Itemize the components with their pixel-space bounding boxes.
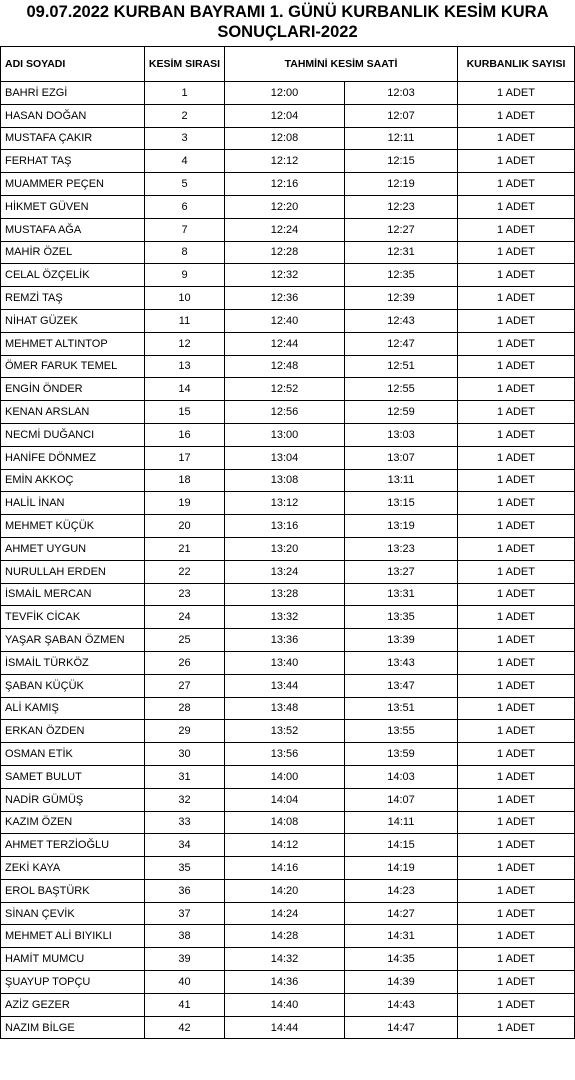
cell-name: NAZIM BİLGE [1, 1016, 145, 1039]
cell-end-time: 13:27 [345, 560, 458, 583]
cell-name: AHMET UYGUN [1, 537, 145, 560]
cell-name: ENGİN ÖNDER [1, 378, 145, 401]
cell-order: 4 [145, 150, 225, 173]
cell-end-time: 12:31 [345, 241, 458, 264]
table-row [1, 423, 575, 446]
cell-start-time: 12:36 [225, 287, 345, 310]
cell-name: ÖMER FARUK TEMEL [1, 355, 145, 378]
cell-name: MUAMMER PEÇEN [1, 173, 145, 196]
cell-count: 1 ADET [458, 104, 575, 127]
cell-count: 1 ADET [458, 515, 575, 538]
cell-count: 1 ADET [458, 1016, 575, 1039]
cell-end-time: 12:59 [345, 401, 458, 424]
cell-name: HİKMET GÜVEN [1, 195, 145, 218]
cell-start-time: 14:16 [225, 857, 345, 880]
document-title [0, 0, 575, 46]
cell-order: 42 [145, 1016, 225, 1039]
cell-count: 1 ADET [458, 788, 575, 811]
cell-name: MUSTAFA AĞA [1, 218, 145, 241]
header-order: KESİM SIRASI [145, 47, 225, 82]
cell-order: 32 [145, 788, 225, 811]
cell-start-time: 14:08 [225, 811, 345, 834]
cell-start-time: 14:20 [225, 879, 345, 902]
table-row [1, 378, 575, 401]
table-row [1, 401, 575, 424]
cell-start-time: 12:00 [225, 82, 345, 105]
header-time: TAHMİNİ KESİM SAATİ [225, 47, 458, 82]
table-row [1, 629, 575, 652]
cell-count: 1 ADET [458, 218, 575, 241]
cell-count: 1 ADET [458, 355, 575, 378]
table-row [1, 743, 575, 766]
cell-count: 1 ADET [458, 697, 575, 720]
cell-count: 1 ADET [458, 743, 575, 766]
cell-end-time: 14:47 [345, 1016, 458, 1039]
cell-end-time: 12:03 [345, 82, 458, 105]
cell-count: 1 ADET [458, 925, 575, 948]
cell-name: BAHRİ EZGİ [1, 82, 145, 105]
cell-order: 33 [145, 811, 225, 834]
cell-name: MEHMET KÜÇÜK [1, 515, 145, 538]
table-row [1, 948, 575, 971]
cell-count: 1 ADET [458, 765, 575, 788]
table-row [1, 82, 575, 105]
cell-count: 1 ADET [458, 948, 575, 971]
cell-start-time: 13:08 [225, 469, 345, 492]
cell-end-time: 12:15 [345, 150, 458, 173]
table-row [1, 264, 575, 287]
cell-end-time: 14:19 [345, 857, 458, 880]
cell-name: NECMİ DUĞANCI [1, 423, 145, 446]
cell-end-time: 13:31 [345, 583, 458, 606]
cell-name: ZEKİ KAYA [1, 857, 145, 880]
title-line-1: 09.07.2022 KURBAN BAYRAMI 1. GÜNÜ KURBANLIK KESİM KURA [26, 3, 549, 21]
cell-name: İSMAİL TÜRKÖZ [1, 651, 145, 674]
cell-count: 1 ADET [458, 150, 575, 173]
cell-order: 11 [145, 309, 225, 332]
cell-order: 18 [145, 469, 225, 492]
cell-end-time: 13:15 [345, 492, 458, 515]
cell-count: 1 ADET [458, 993, 575, 1016]
header-count: KURBANLIK SAYISI [458, 47, 575, 82]
cell-order: 27 [145, 674, 225, 697]
cell-count: 1 ADET [458, 902, 575, 925]
table-row [1, 173, 575, 196]
cell-name: AZİZ GEZER [1, 993, 145, 1016]
cell-count: 1 ADET [458, 606, 575, 629]
table-row [1, 720, 575, 743]
table-row [1, 925, 575, 948]
table-row [1, 287, 575, 310]
table-row [1, 492, 575, 515]
cell-end-time: 14:43 [345, 993, 458, 1016]
cell-order: 1 [145, 82, 225, 105]
cell-name: HAMİT MUMCU [1, 948, 145, 971]
cell-end-time: 13:11 [345, 469, 458, 492]
cell-order: 28 [145, 697, 225, 720]
cell-name: OSMAN ETİK [1, 743, 145, 766]
cell-order: 3 [145, 127, 225, 150]
cell-end-time: 12:35 [345, 264, 458, 287]
cell-order: 10 [145, 287, 225, 310]
cell-order: 19 [145, 492, 225, 515]
cell-order: 40 [145, 971, 225, 994]
cell-name: KENAN ARSLAN [1, 401, 145, 424]
cell-start-time: 13:16 [225, 515, 345, 538]
cell-name: EROL BAŞTÜRK [1, 879, 145, 902]
cell-start-time: 13:32 [225, 606, 345, 629]
cell-count: 1 ADET [458, 241, 575, 264]
cell-name: HANİFE DÖNMEZ [1, 446, 145, 469]
cell-order: 22 [145, 560, 225, 583]
cell-start-time: 13:48 [225, 697, 345, 720]
cell-order: 25 [145, 629, 225, 652]
table-row [1, 834, 575, 857]
cell-name: MUSTAFA ÇAKIR [1, 127, 145, 150]
cell-count: 1 ADET [458, 583, 575, 606]
cell-name: NİHAT GÜZEK [1, 309, 145, 332]
cell-order: 35 [145, 857, 225, 880]
table-row [1, 811, 575, 834]
cell-end-time: 13:03 [345, 423, 458, 446]
cell-start-time: 14:24 [225, 902, 345, 925]
cell-count: 1 ADET [458, 309, 575, 332]
cell-count: 1 ADET [458, 971, 575, 994]
cell-start-time: 12:08 [225, 127, 345, 150]
title-line-2: SONUÇLARI-2022 [217, 23, 358, 41]
table-row [1, 788, 575, 811]
cell-order: 7 [145, 218, 225, 241]
cell-name: YAŞAR ŞABAN ÖZMEN [1, 629, 145, 652]
cell-end-time: 12:07 [345, 104, 458, 127]
cell-start-time: 12:20 [225, 195, 345, 218]
cell-name: ALİ KAMIŞ [1, 697, 145, 720]
cell-count: 1 ADET [458, 287, 575, 310]
cell-order: 41 [145, 993, 225, 1016]
cell-count: 1 ADET [458, 560, 575, 583]
table-row [1, 537, 575, 560]
header-row [1, 47, 575, 82]
cell-name: FERHAT TAŞ [1, 150, 145, 173]
cell-count: 1 ADET [458, 469, 575, 492]
cell-order: 21 [145, 537, 225, 560]
cell-end-time: 13:59 [345, 743, 458, 766]
table-row [1, 583, 575, 606]
cell-order: 15 [145, 401, 225, 424]
table-row [1, 651, 575, 674]
cell-end-time: 14:07 [345, 788, 458, 811]
cell-start-time: 13:52 [225, 720, 345, 743]
cell-order: 14 [145, 378, 225, 401]
cell-count: 1 ADET [458, 446, 575, 469]
table-row [1, 332, 575, 355]
table-row [1, 560, 575, 583]
cell-order: 38 [145, 925, 225, 948]
header-name: ADI SOYADI [1, 47, 145, 82]
cell-end-time: 14:03 [345, 765, 458, 788]
cell-start-time: 14:04 [225, 788, 345, 811]
cell-start-time: 12:24 [225, 218, 345, 241]
cell-end-time: 13:23 [345, 537, 458, 560]
cell-end-time: 12:47 [345, 332, 458, 355]
table-row [1, 309, 575, 332]
cell-count: 1 ADET [458, 264, 575, 287]
cell-order: 9 [145, 264, 225, 287]
cell-order: 5 [145, 173, 225, 196]
cell-name: MEHMET ALİ BIYIKLI [1, 925, 145, 948]
cell-name: ŞABAN KÜÇÜK [1, 674, 145, 697]
cell-count: 1 ADET [458, 834, 575, 857]
cell-name: MEHMET ALTINTOP [1, 332, 145, 355]
cell-count: 1 ADET [458, 423, 575, 446]
cell-name: NADİR GÜMÜŞ [1, 788, 145, 811]
cell-name: TEVFİK CİCAK [1, 606, 145, 629]
cell-start-time: 13:40 [225, 651, 345, 674]
cell-name: EMİN AKKOÇ [1, 469, 145, 492]
cell-name: KAZIM ÖZEN [1, 811, 145, 834]
table-row [1, 1016, 575, 1039]
cell-start-time: 13:28 [225, 583, 345, 606]
cell-start-time: 14:00 [225, 765, 345, 788]
cell-end-time: 13:19 [345, 515, 458, 538]
cell-end-time: 13:07 [345, 446, 458, 469]
cell-end-time: 13:43 [345, 651, 458, 674]
cell-order: 8 [145, 241, 225, 264]
cell-order: 31 [145, 765, 225, 788]
table-row [1, 902, 575, 925]
cell-start-time: 13:04 [225, 446, 345, 469]
cell-order: 30 [145, 743, 225, 766]
table-row [1, 195, 575, 218]
cell-count: 1 ADET [458, 629, 575, 652]
cell-end-time: 13:47 [345, 674, 458, 697]
cell-order: 36 [145, 879, 225, 902]
table-row [1, 104, 575, 127]
cell-name: CELAL ÖZÇELİK [1, 264, 145, 287]
cell-name: SAMET BULUT [1, 765, 145, 788]
table-row [1, 879, 575, 902]
table-row [1, 606, 575, 629]
cell-order: 39 [145, 948, 225, 971]
cell-start-time: 13:36 [225, 629, 345, 652]
results-table [0, 46, 575, 1039]
cell-count: 1 ADET [458, 332, 575, 355]
cell-order: 37 [145, 902, 225, 925]
cell-start-time: 14:40 [225, 993, 345, 1016]
cell-order: 16 [145, 423, 225, 446]
cell-order: 13 [145, 355, 225, 378]
table-row [1, 765, 575, 788]
cell-start-time: 14:36 [225, 971, 345, 994]
cell-count: 1 ADET [458, 674, 575, 697]
cell-name: MAHİR ÖZEL [1, 241, 145, 264]
table-row [1, 127, 575, 150]
cell-end-time: 12:55 [345, 378, 458, 401]
cell-start-time: 13:12 [225, 492, 345, 515]
cell-start-time: 12:52 [225, 378, 345, 401]
cell-count: 1 ADET [458, 857, 575, 880]
cell-end-time: 12:39 [345, 287, 458, 310]
cell-name: İSMAİL MERCAN [1, 583, 145, 606]
cell-name: ERKAN ÖZDEN [1, 720, 145, 743]
table-row [1, 150, 575, 173]
cell-start-time: 13:56 [225, 743, 345, 766]
table-row [1, 971, 575, 994]
table-row [1, 674, 575, 697]
cell-end-time: 12:27 [345, 218, 458, 241]
cell-end-time: 13:39 [345, 629, 458, 652]
cell-start-time: 12:04 [225, 104, 345, 127]
cell-start-time: 12:44 [225, 332, 345, 355]
cell-order: 23 [145, 583, 225, 606]
cell-name: REMZİ TAŞ [1, 287, 145, 310]
cell-end-time: 14:11 [345, 811, 458, 834]
cell-end-time: 13:51 [345, 697, 458, 720]
cell-count: 1 ADET [458, 651, 575, 674]
cell-name: ŞUAYUP TOPÇU [1, 971, 145, 994]
cell-count: 1 ADET [458, 195, 575, 218]
table-row [1, 446, 575, 469]
table-body [1, 82, 575, 1039]
cell-start-time: 14:44 [225, 1016, 345, 1039]
table-row [1, 697, 575, 720]
cell-count: 1 ADET [458, 879, 575, 902]
cell-order: 29 [145, 720, 225, 743]
cell-order: 20 [145, 515, 225, 538]
cell-order: 26 [145, 651, 225, 674]
cell-start-time: 13:20 [225, 537, 345, 560]
cell-count: 1 ADET [458, 401, 575, 424]
cell-count: 1 ADET [458, 173, 575, 196]
cell-start-time: 14:12 [225, 834, 345, 857]
cell-name: HASAN DOĞAN [1, 104, 145, 127]
table-row [1, 355, 575, 378]
cell-start-time: 12:48 [225, 355, 345, 378]
cell-name: NURULLAH ERDEN [1, 560, 145, 583]
cell-order: 6 [145, 195, 225, 218]
cell-start-time: 13:00 [225, 423, 345, 446]
cell-end-time: 14:35 [345, 948, 458, 971]
cell-count: 1 ADET [458, 492, 575, 515]
cell-order: 17 [145, 446, 225, 469]
cell-start-time: 12:12 [225, 150, 345, 173]
cell-count: 1 ADET [458, 720, 575, 743]
cell-end-time: 14:27 [345, 902, 458, 925]
table-row [1, 218, 575, 241]
table-row [1, 515, 575, 538]
cell-end-time: 13:55 [345, 720, 458, 743]
cell-start-time: 14:32 [225, 948, 345, 971]
cell-order: 34 [145, 834, 225, 857]
table-row [1, 857, 575, 880]
table-row [1, 241, 575, 264]
cell-count: 1 ADET [458, 378, 575, 401]
cell-start-time: 12:28 [225, 241, 345, 264]
cell-start-time: 12:32 [225, 264, 345, 287]
cell-end-time: 14:39 [345, 971, 458, 994]
cell-start-time: 13:44 [225, 674, 345, 697]
cell-name: SİNAN ÇEVİK [1, 902, 145, 925]
cell-end-time: 12:43 [345, 309, 458, 332]
cell-start-time: 12:56 [225, 401, 345, 424]
table-row [1, 993, 575, 1016]
cell-start-time: 14:28 [225, 925, 345, 948]
table-row [1, 469, 575, 492]
cell-name: HALİL İNAN [1, 492, 145, 515]
cell-end-time: 13:35 [345, 606, 458, 629]
cell-end-time: 14:23 [345, 879, 458, 902]
cell-order: 24 [145, 606, 225, 629]
cell-end-time: 14:15 [345, 834, 458, 857]
cell-count: 1 ADET [458, 811, 575, 834]
cell-count: 1 ADET [458, 537, 575, 560]
cell-start-time: 12:16 [225, 173, 345, 196]
cell-end-time: 12:19 [345, 173, 458, 196]
cell-order: 2 [145, 104, 225, 127]
cell-order: 12 [145, 332, 225, 355]
cell-name: AHMET TERZİOĞLU [1, 834, 145, 857]
cell-end-time: 12:11 [345, 127, 458, 150]
cell-end-time: 12:51 [345, 355, 458, 378]
cell-count: 1 ADET [458, 82, 575, 105]
cell-start-time: 13:24 [225, 560, 345, 583]
cell-end-time: 14:31 [345, 925, 458, 948]
cell-start-time: 12:40 [225, 309, 345, 332]
cell-end-time: 12:23 [345, 195, 458, 218]
cell-count: 1 ADET [458, 127, 575, 150]
